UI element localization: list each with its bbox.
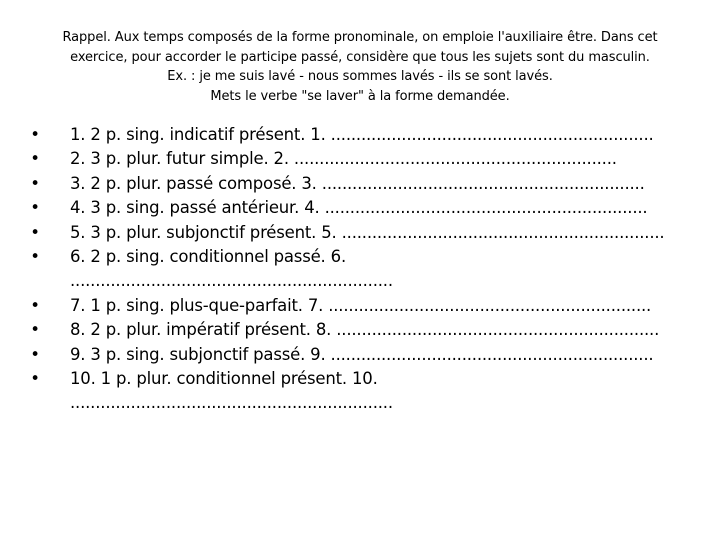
bullet-icon: • [30, 125, 40, 144]
exercise-item-10 [28, 367, 708, 416]
exercise-text: 7. 1 p. sing. plus-que-parfait. 7. ................................................................ [70, 295, 652, 315]
exercise-text: 4. 3 p. sing. passé antérieur. 4. ................................................................ [70, 198, 648, 218]
task-line: Mets le verbe "se laver" à la forme demandée. [210, 88, 510, 104]
exercise-item-8 [28, 318, 708, 342]
exercise-item-9 [28, 343, 708, 367]
exercise-item-6 [28, 245, 708, 294]
example-line: Ex. : je me suis lavé - nous sommes lavés - ils se sont lavés. [167, 69, 553, 84]
exercise-text: 10. 1 p. plur. conditionnel présent. 10. ................................................................ [70, 369, 393, 413]
bullet-icon: • [30, 369, 40, 389]
instructions-header [40, 28, 680, 106]
instructions-line: exercice, pour accorder le participe passé, considère que tous les sujets sont du masculin. [70, 49, 650, 65]
bullet-icon: • [30, 222, 40, 242]
exercise-text: 3. 2 p. plur. passé composé. 3. ................................................................ [70, 173, 645, 193]
instructions-line: Rappel. Aux temps composés de la forme pronominale, on emploie l'auxiliaire être. Dans cet [62, 30, 658, 45]
exercise-text: 1. 2 p. sing. indicatif présent. 1. ................................................................ [70, 125, 654, 144]
exercise-item-3 [28, 172, 708, 196]
exercise-text: 8. 2 p. plur. impératif présent. 8. ................................................................ [70, 320, 660, 340]
exercise-text: 5. 3 p. plur. subjonctif présent. 5. ................................................................ [70, 222, 665, 242]
bullet-icon: • [30, 344, 40, 364]
exercise-list [28, 123, 708, 416]
exercise-item-2 [28, 147, 708, 171]
exercise-text: 6. 2 p. sing. conditionnel passé. 6. ................................................................ [70, 247, 393, 291]
bullet-icon: • [30, 295, 40, 315]
exercise-text: 9. 3 p. sing. subjonctif passé. 9. ................................................................ [70, 344, 654, 364]
exercise-text: 2. 3 p. plur. futur simple. 2. ................................................................ [70, 149, 617, 169]
bullet-icon: • [30, 198, 40, 218]
bullet-icon: • [30, 149, 40, 169]
exercise-item-7 [28, 294, 708, 318]
exercise-item-5 [28, 221, 708, 245]
exercise-item-4 [28, 196, 708, 220]
bullet-icon: • [30, 247, 40, 267]
bullet-icon: • [30, 173, 40, 193]
bullet-icon: • [30, 320, 40, 340]
exercise-item-1 [28, 123, 708, 147]
